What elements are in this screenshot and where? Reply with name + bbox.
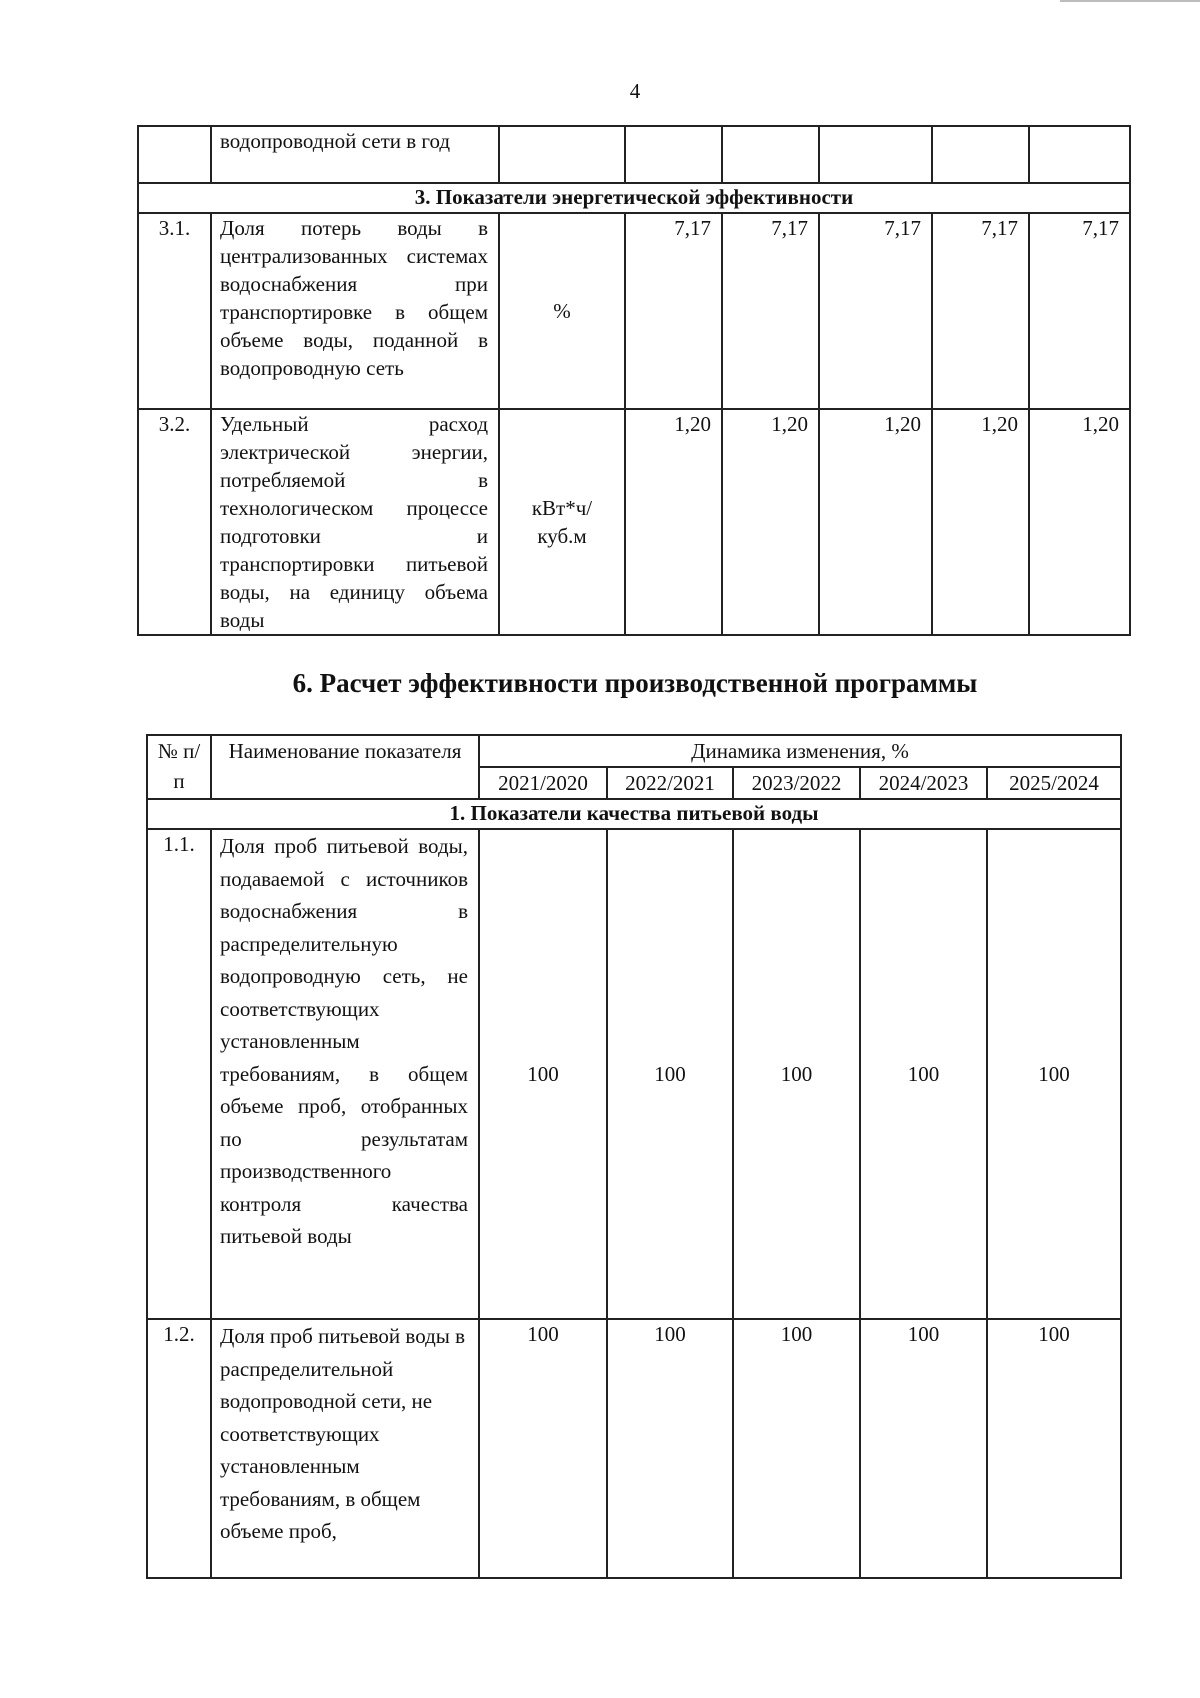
row-value: 7,17 bbox=[625, 213, 722, 409]
column-header-period: 2021/2020 bbox=[479, 767, 607, 799]
row-number: 3.1. bbox=[138, 213, 211, 409]
row-unit: % bbox=[499, 213, 625, 409]
row-value: 100 bbox=[860, 1319, 987, 1578]
row-value: 1,20 bbox=[1029, 409, 1130, 635]
page-number: 4 bbox=[629, 79, 641, 103]
row-value: 100 bbox=[607, 829, 733, 1319]
row-value: 100 bbox=[733, 829, 860, 1319]
table-row bbox=[138, 409, 1130, 635]
section-title: 6. Расчет эффективности производственной программы bbox=[292, 668, 978, 698]
row-value: 100 bbox=[733, 1319, 860, 1578]
row-number: 1.2. bbox=[147, 1319, 211, 1578]
section-row bbox=[138, 183, 1130, 213]
table-row bbox=[138, 213, 1130, 409]
row-value: 100 bbox=[479, 1319, 607, 1578]
row-value: 7,17 bbox=[1029, 213, 1130, 409]
scan-edge-mark bbox=[1060, 0, 1200, 2]
header-row bbox=[147, 735, 1121, 767]
program-efficiency-table bbox=[146, 734, 1122, 1579]
column-header-period: 2025/2024 bbox=[987, 767, 1121, 799]
row-value: 100 bbox=[607, 1319, 733, 1578]
row-value: 100 bbox=[987, 829, 1121, 1319]
row-number: 3.2. bbox=[138, 409, 211, 635]
column-header-period: 2024/2023 bbox=[860, 767, 987, 799]
row-value: 1,20 bbox=[722, 409, 819, 635]
row-value: 7,17 bbox=[819, 213, 932, 409]
column-header-name: Наименование показателя bbox=[211, 735, 479, 799]
energy-efficiency-table bbox=[137, 125, 1131, 636]
row-value: 1,20 bbox=[932, 409, 1029, 635]
section-heading: 3. Показатели энергетической эффективности bbox=[138, 183, 1130, 213]
row-value: 100 bbox=[987, 1319, 1121, 1578]
column-header-number: № п/п bbox=[147, 735, 211, 799]
row-value: 7,17 bbox=[932, 213, 1029, 409]
table-row bbox=[147, 829, 1121, 1319]
row-value: 100 bbox=[860, 829, 987, 1319]
row-value: 100 bbox=[479, 829, 607, 1319]
section-row bbox=[147, 799, 1121, 829]
row-name: Доля проб питьевой воды, подаваемой с источников водоснабжения в распределительную водопроводную сеть, не соответствующих установленным требованиям, в общем объеме проб, отобранных по результатам производственного контроля качества питьевой воды bbox=[211, 829, 479, 1319]
row-name: Удельный расход электрической энергии, потребляемой в технологическом процессе подготовки и транспортировки питьевой воды, на единицу объема воды bbox=[211, 409, 499, 635]
table-row bbox=[138, 126, 1130, 183]
row-name: Доля проб питьевой воды в распределительной водопроводной сети, не соответствующих установленным требованиям, в общем объеме проб, bbox=[211, 1319, 479, 1578]
row-name: водопроводной сети в год bbox=[211, 126, 499, 183]
column-header-period: 2023/2022 bbox=[733, 767, 860, 799]
section-heading: 1. Показатели качества питьевой воды bbox=[147, 799, 1121, 829]
row-name: Доля потерь воды в централизованных системах водоснабжения при транспортировке в общем объеме воды, поданной в водопроводную сеть bbox=[211, 213, 499, 409]
column-header-period: 2022/2021 bbox=[607, 767, 733, 799]
column-header-dynamics: Динамика изменения, % bbox=[479, 735, 1121, 767]
row-value: 1,20 bbox=[819, 409, 932, 635]
row-value: 7,17 bbox=[722, 213, 819, 409]
table-row bbox=[147, 1319, 1121, 1578]
row-value: 1,20 bbox=[625, 409, 722, 635]
row-number: 1.1. bbox=[147, 829, 211, 1319]
row-unit: кВт*ч/ куб.м bbox=[499, 409, 625, 635]
